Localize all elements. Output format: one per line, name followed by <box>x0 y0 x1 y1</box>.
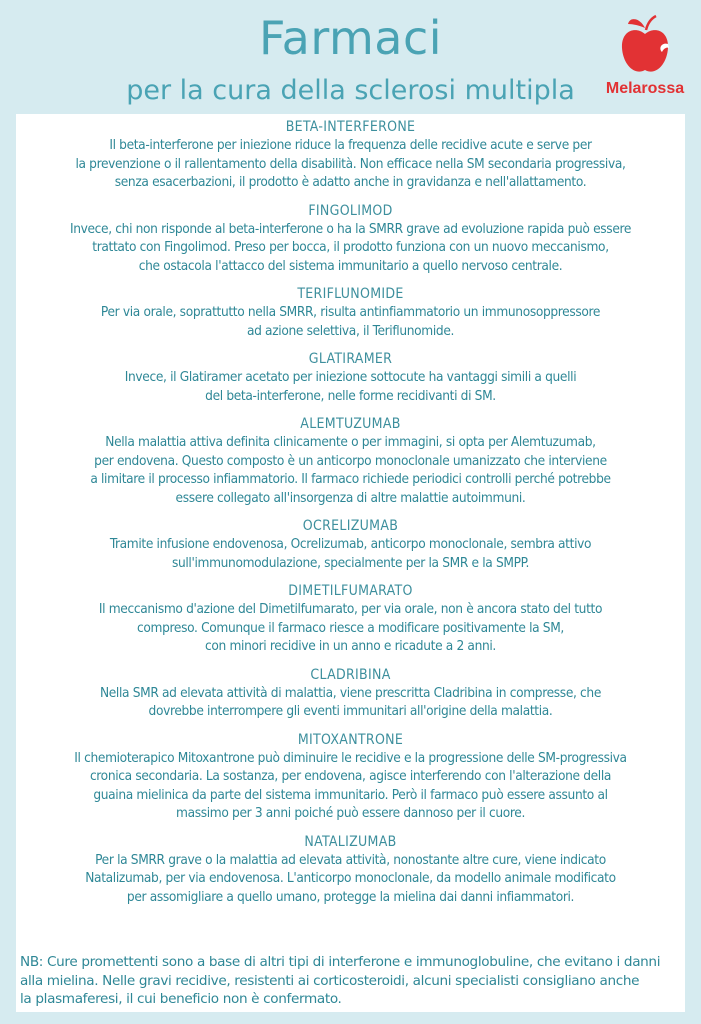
section-title: BETA-INTERFERONE <box>285 119 416 135</box>
section-body: Invece, il Glatiramer acetato per iniezione sottocute ha vantaggi simili a quelli del beta-interferone, nelle forme recidivanti di SM. <box>124 369 577 404</box>
section-body: Per via orale, soprattutto nella SMRR, risulta antinfiammatorio un immunosoppressore ad azione selettiva, il Teriflunomide. <box>100 304 601 339</box>
section-natalizumab <box>20 833 681 907</box>
drug-list <box>20 118 681 916</box>
section-body: Tramite infusione endovenosa, Ocrelizumab, anticorpo monoclonale, sembra attivo sull'immunomodulazione, specialmente per la SMR e la SMPP. <box>109 536 592 571</box>
section-alemtuzumab <box>20 415 681 507</box>
section-body: Il chemioterapico Mitoxantrone può diminuire le recidive e la progressione delle SM-progressiva cronica secondaria. La sostanza, per endovena, agisce interferendo con l'alterazione della guaina mielinica da parte del sistema immunitario. Però il farmaco può essere assunto al massimo per 3 anni poiché può essere dannoso per il cuore. <box>74 749 627 821</box>
section-glatiramer <box>20 350 681 405</box>
section-mitoxantrone <box>20 731 681 823</box>
section-beta-interferone <box>20 118 681 192</box>
melarossa-logo[interactable] <box>600 14 690 108</box>
section-title: TERIFLUNOMIDE <box>297 286 404 302</box>
section-body: Per la SMRR grave o la malattia ad elevata attività, nonostante altre cure, viene indicato Natalizumab, per via endovenosa. L'anticorpo monoclonale, da modello animale modificato per assomigliare a quello umano, protegge la mielina dai danni infiammatori. <box>85 851 616 905</box>
section-body: Nella SMR ad elevata attività di malattia, viene prescritta Cladribina in compresse, che dovrebbe interrompere gli eventi immunitari all'origine della malattia. <box>99 684 602 719</box>
page-subtitle: per la cura della sclerosi multipla <box>126 75 575 106</box>
section-body: Il beta-interferone per iniezione riduce la frequenza delle recidive acute e serve per la prevenzione o il rallentamento della disabilità. Non efficace nella SM secondaria progressiva, senza esacerbazioni, il prodotto è adatto anche in gravidanza e nell'allattamento. <box>75 137 626 190</box>
apple-icon <box>618 14 672 76</box>
section-title: GLATIRAMER <box>308 351 393 367</box>
section-title: MITOXANTRONE <box>297 731 404 748</box>
section-title: DIMETILFUMARATO <box>288 583 413 599</box>
page-title: Farmaci <box>258 11 443 65</box>
section-body: Nella malattia attiva definita clinicamente o per immagini, si opta per Alemtuzumab, per endovena. Questo composto è un anticorpo monoclonale umanizzato che interviene a limitare il processo infiammatorio. Il farmaco richiede periodici controlli perché potrebbe essere collegato all'insorgenza di altre malattie autoimmuni. <box>90 434 611 506</box>
header <box>0 0 701 112</box>
section-title: FINGOLIMOD <box>308 202 393 219</box>
section-cladribina <box>20 666 681 721</box>
footnote: NB: Cure promettenti sono a base di altri tipi di interferone e immunoglobuline, che evitano i danni alla mielina. Nelle gravi recidive, resistenti ai corticosteroidi, alcuni specialisti consigliano anche la plasmaferesi, il cui beneficio non è confermato. <box>20 954 661 1007</box>
section-title: OCRELIZUMAB <box>302 518 399 534</box>
section-title: NATALIZUMAB <box>304 833 397 850</box>
section-dimetilfumarato <box>20 582 681 656</box>
section-title: ALEMTUZUMAB <box>300 416 401 432</box>
logo-text: Melarossa <box>605 80 685 97</box>
section-title: CLADRIBINA <box>310 666 391 683</box>
section-fingolimod <box>20 202 681 276</box>
section-ocrelizumab <box>20 517 681 572</box>
section-teriflunomide <box>20 285 681 340</box>
section-body: Il meccanismo d'azione del Dimetilfumarato, per via orale, non è ancora stato del tutto compreso. Comunque il farmaco riesce a modificare positivamente la SM, con minori recidive in un anno e ricadute a 2 anni. <box>98 601 603 654</box>
section-body: Invece, chi non risponde al beta-interferone o ha la SMRR grave ad evoluzione rapida può essere trattato con Fingolimod. Preso per bocca, il prodotto funziona con un nuovo meccanismo, che ostacola l'attacco del sistema immunitario a quello nervoso centrale. <box>69 220 632 274</box>
